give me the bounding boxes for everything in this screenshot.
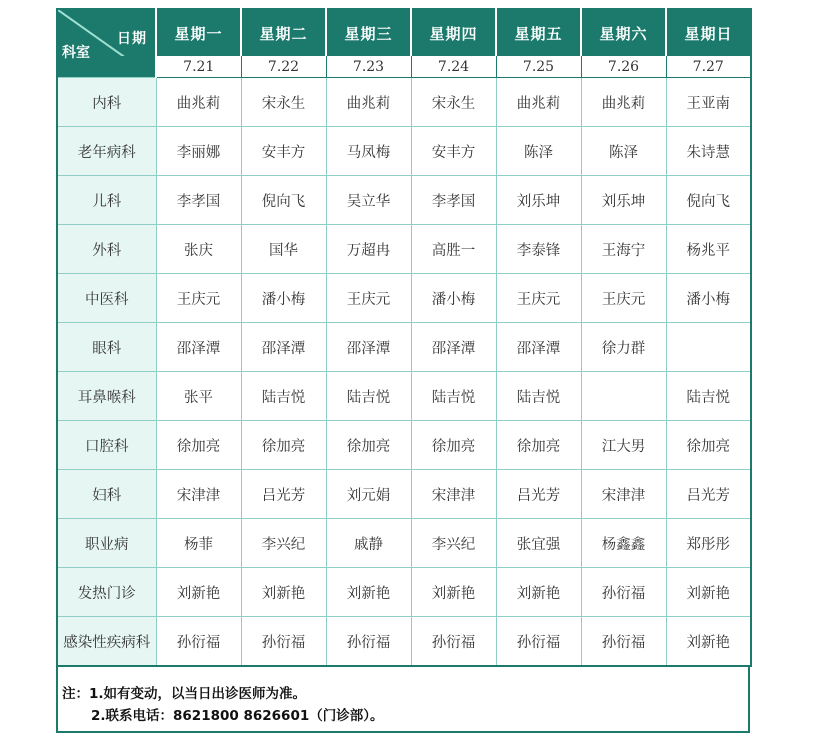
doctor-cell: 刘元娟 [326, 470, 411, 519]
doctor-cell: 刘新艳 [666, 617, 751, 667]
doctor-cell: 李泰锋 [496, 225, 581, 274]
doctor-cell: 刘乐坤 [496, 176, 581, 225]
doctor-cell: 潘小梅 [241, 274, 326, 323]
doctor-cell: 郑彤彤 [666, 519, 751, 568]
weekday-header-row [57, 9, 751, 56]
doctor-cell: 张平 [156, 372, 241, 421]
doctor-cell: 曲兆莉 [326, 78, 411, 127]
corner-dept-cell [57, 45, 156, 78]
doctor-cell: 李孝国 [411, 176, 496, 225]
doctor-cell: 倪向飞 [241, 176, 326, 225]
roster-table [56, 8, 752, 667]
doctor-cell: 潘小梅 [666, 274, 751, 323]
doctor-cell: 曲兆莉 [496, 78, 581, 127]
doctor-cell: 刘新艳 [156, 568, 241, 617]
doctor-cell: 刘新艳 [666, 568, 751, 617]
doctor-cell: 徐加亮 [496, 421, 581, 470]
doctor-cell: 高胜一 [411, 225, 496, 274]
doctor-cell: 孙衍福 [581, 617, 666, 667]
doctor-cell: 邵泽潭 [156, 323, 241, 372]
doctor-cell: 杨兆平 [666, 225, 751, 274]
doctor-cell: 孙衍福 [581, 568, 666, 617]
department-row [57, 78, 751, 127]
date-cell: 7.26 [581, 56, 666, 78]
doctor-cell: 邵泽潭 [241, 323, 326, 372]
department-row [57, 568, 751, 617]
doctor-cell: 徐力群 [581, 323, 666, 372]
doctor-cell: 宋永生 [411, 78, 496, 127]
doctor-cell: 王庆元 [496, 274, 581, 323]
department-name: 中医科 [57, 274, 156, 323]
doctor-cell: 徐加亮 [411, 421, 496, 470]
doctor-cell: 戚静 [326, 519, 411, 568]
doctor-cell: 陆吉悦 [326, 372, 411, 421]
doctor-cell: 张庆 [156, 225, 241, 274]
department-name: 发热门诊 [57, 568, 156, 617]
department-name: 内科 [57, 78, 156, 127]
doctor-cell: 邵泽潭 [411, 323, 496, 372]
doctor-cell: 王庆元 [581, 274, 666, 323]
doctor-cell: 杨菲 [156, 519, 241, 568]
doctor-cell: 潘小梅 [411, 274, 496, 323]
doctor-cell: 马凤梅 [326, 127, 411, 176]
doctor-cell: 孙衍福 [156, 617, 241, 667]
doctor-cell: 宋永生 [241, 78, 326, 127]
doctor-cell: 安丰方 [241, 127, 326, 176]
weekday-header: 星期四 [411, 9, 496, 56]
doctor-cell: 宋津津 [411, 470, 496, 519]
department-row [57, 225, 751, 274]
doctor-cell: 刘新艳 [326, 568, 411, 617]
doctor-cell: 安丰方 [411, 127, 496, 176]
weekday-header: 星期二 [241, 9, 326, 56]
doctor-cell: 孙衍福 [241, 617, 326, 667]
doctor-cell: 李兴纪 [241, 519, 326, 568]
doctor-cell [666, 323, 751, 372]
department-name: 外科 [57, 225, 156, 274]
doctor-cell: 邵泽潭 [326, 323, 411, 372]
department-row [57, 176, 751, 225]
corner-dept-label: 科室 [62, 45, 90, 61]
department-row [57, 274, 751, 323]
doctor-cell: 王亚南 [666, 78, 751, 127]
doctor-cell [581, 372, 666, 421]
doctor-cell: 陆吉悦 [241, 372, 326, 421]
doctor-cell: 李孝国 [156, 176, 241, 225]
department-name: 耳鼻喉科 [57, 372, 156, 421]
doctor-cell: 吕光芳 [666, 470, 751, 519]
date-cell: 7.24 [411, 56, 496, 78]
doctor-cell: 陈泽 [496, 127, 581, 176]
doctor-cell: 李丽娜 [156, 127, 241, 176]
doctor-cell: 徐加亮 [326, 421, 411, 470]
department-row [57, 372, 751, 421]
corner-date-label: 日期 [117, 31, 147, 47]
date-cell: 7.22 [241, 56, 326, 78]
department-name: 口腔科 [57, 421, 156, 470]
doctor-cell: 刘乐坤 [581, 176, 666, 225]
doctor-cell: 陈泽 [581, 127, 666, 176]
roster-body [57, 78, 751, 667]
doctor-cell: 陆吉悦 [496, 372, 581, 421]
note-text-1: 1.如有变动，以当日出诊医师为准。 [89, 686, 307, 702]
doctor-cell: 吕光芳 [241, 470, 326, 519]
doctor-cell: 朱诗慧 [666, 127, 751, 176]
doctor-cell: 孙衍福 [411, 617, 496, 667]
weekday-header: 星期三 [326, 9, 411, 56]
date-cell: 7.27 [666, 56, 751, 78]
doctor-cell: 张宜强 [496, 519, 581, 568]
doctor-cell: 倪向飞 [666, 176, 751, 225]
department-row [57, 323, 751, 372]
doctor-cell: 王庆元 [326, 274, 411, 323]
note-line-1 [62, 683, 748, 705]
doctor-cell: 徐加亮 [666, 421, 751, 470]
weekday-header: 星期五 [496, 9, 581, 56]
weekday-header: 星期一 [156, 9, 241, 56]
note-text-2: 2.联系电话：8621800 8626601（门诊部）。 [91, 708, 384, 724]
department-name: 眼科 [57, 323, 156, 372]
doctor-cell: 陆吉悦 [666, 372, 751, 421]
department-name: 妇科 [57, 470, 156, 519]
doctor-cell: 江大男 [581, 421, 666, 470]
department-name: 老年病科 [57, 127, 156, 176]
notes-section [56, 667, 750, 733]
doctor-cell: 曲兆莉 [581, 78, 666, 127]
doctor-cell: 陆吉悦 [411, 372, 496, 421]
doctor-cell: 孙衍福 [326, 617, 411, 667]
department-name: 儿科 [57, 176, 156, 225]
department-name: 感染性疾病科 [57, 617, 156, 667]
date-row [57, 56, 751, 78]
department-name: 职业病 [57, 519, 156, 568]
department-row [57, 617, 751, 667]
doctor-cell: 孙衍福 [496, 617, 581, 667]
date-cell: 7.21 [156, 56, 241, 78]
doctor-cell: 刘新艳 [241, 568, 326, 617]
weekday-header: 星期日 [666, 9, 751, 56]
doctor-cell: 宋津津 [156, 470, 241, 519]
doctor-cell: 国华 [241, 225, 326, 274]
doctor-cell: 邵泽潭 [496, 323, 581, 372]
department-row [57, 127, 751, 176]
date-cell: 7.25 [496, 56, 581, 78]
doctor-cell: 徐加亮 [156, 421, 241, 470]
duty-roster [56, 8, 750, 733]
date-cell: 7.23 [326, 56, 411, 78]
doctor-cell: 王海宁 [581, 225, 666, 274]
doctor-cell: 李兴纪 [411, 519, 496, 568]
department-row [57, 470, 751, 519]
doctor-cell: 万超冉 [326, 225, 411, 274]
department-row [57, 421, 751, 470]
doctor-cell: 吴立华 [326, 176, 411, 225]
doctor-cell: 宋津津 [581, 470, 666, 519]
department-row [57, 519, 751, 568]
doctor-cell: 曲兆莉 [156, 78, 241, 127]
doctor-cell: 刘新艳 [496, 568, 581, 617]
doctor-cell: 吕光芳 [496, 470, 581, 519]
doctor-cell: 王庆元 [156, 274, 241, 323]
weekday-header: 星期六 [581, 9, 666, 56]
doctor-cell: 徐加亮 [241, 421, 326, 470]
note-prefix: 注： [62, 686, 89, 702]
note-line-2 [62, 705, 748, 727]
doctor-cell: 杨鑫鑫 [581, 519, 666, 568]
doctor-cell: 刘新艳 [411, 568, 496, 617]
